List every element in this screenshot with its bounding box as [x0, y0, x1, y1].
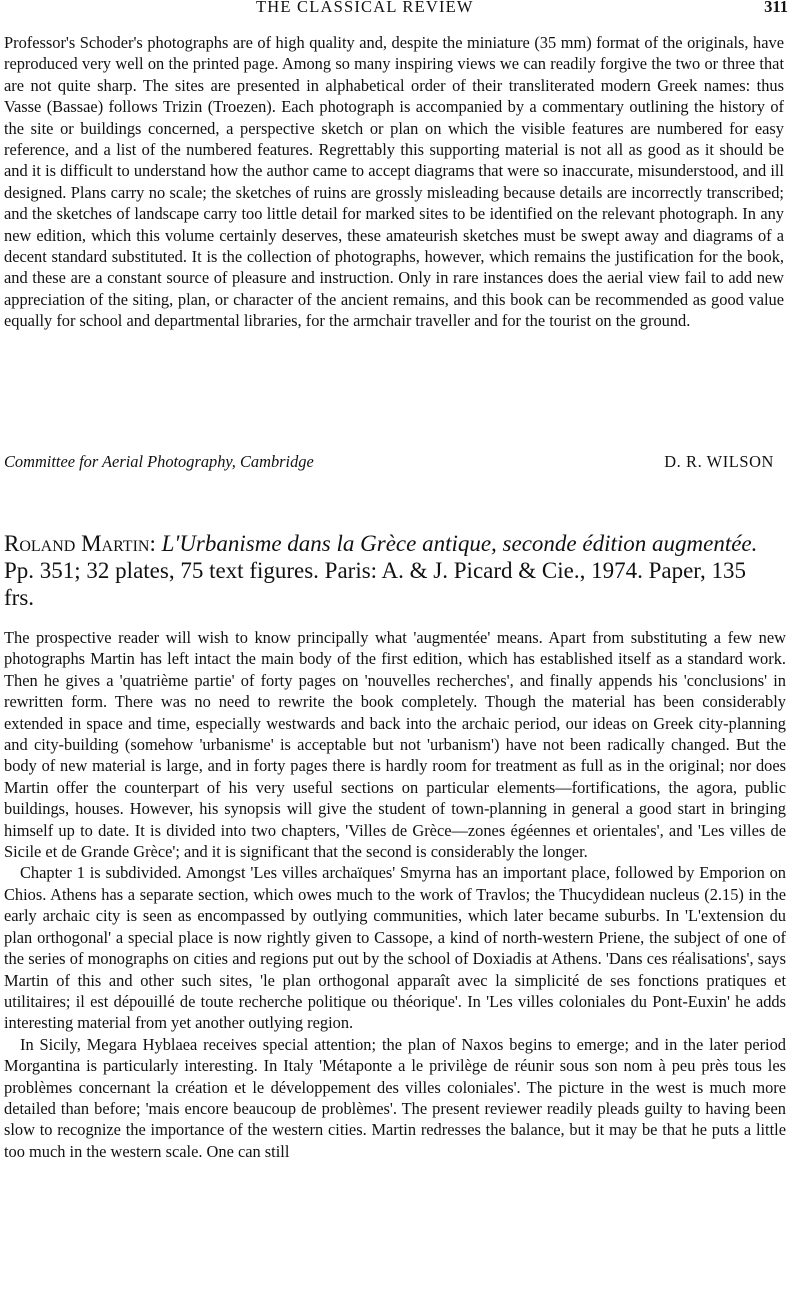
heading-publication-details: Pp. 351; 32 plates, 75 text figures. Paris: A. & J. Picard & Cie., 1974. Paper, 135 frs.: [4, 558, 747, 610]
review-heading: [4, 530, 776, 611]
heading-book-title: L'Urbanisme dans la Grèce antique, seconde édition augmentée.: [161, 531, 758, 556]
review-signature: [4, 452, 774, 474]
running-head: [4, 0, 794, 20]
journal-page: [4, 0, 794, 1161]
review-paragraph-2: Chapter 1 is subdivided. Amongst 'Les villes archaïques' Smyrna has an important place, followed by Emporion on Chios. Athens has a separate section, which owes much to the work of Travlos; the Thucydidean nucleus (2.15) in the early archaic city is seen as encompassed by outlying communities, which later became suburbs. In 'L'extension du plan orthogonal' a special place is now rightly given to Cassope, a kind of north-western Priene, the subject of one of the series of monographs on cities and regions put out by the school of Doxiadis at Athens. 'Dans ces réalisations', says Martin of this and other such sites, 'le plan orthogonal apparaît avec la simplicité de ses fonctions pratiques et utilitaires; il est dépouillé de toute recherche politique ou théorique'. In 'Les villes coloniales du Pont-Euxin' he adds interesting material from yet another outlying region.: [4, 863, 786, 1033]
page-number: 311: [764, 0, 788, 16]
heading-author: Roland Martin:: [4, 531, 156, 556]
review-paragraph-3: In Sicily, Megara Hyblaea receives special attention; the plan of Naxos begins to emerge; and in the later period Morgantina is particularly interesting. In Italy 'Métaponte a le privilège de réunir sous son nom à peu près tous les problèmes concernant la création et le développement des villes coloniales'. The picture in the west is much more detailed than before; 'mais encore beaucoup de problèmes'. The present reviewer readily pleads guilty to having been slow to recognize the importance of the western cities. Martin redresses the balance, but it may be that he puts a little too much in the western scale. One can still: [4, 1034, 786, 1161]
review-paragraph-1: The prospective reader will wish to know principally what 'augmentée' means. Apart from substituting a few new photographs Martin has left intact the main body of the first edition, which has established itself as a standard work. Then he gives a 'quatrième partie' of forty pages on 'nouvelles recherches', and finally appends his 'conclusions' in rewritten form. There was no need to rewrite the book completely. Though the material has been considerably extended in space and time, especially westwards and back into the archaic period, our ideas on Greek city-planning and city-building (somehow 'urbanisme' is acceptable but not 'urbanism') have not been radically changed. But the body of new material is large, and in forty pages there is hardly room for treatment as full as in the original; nor does Martin offer the counterpart of his very useful sections on particular elements—fortifications, the agora, public buildings, houses. However, his synopsis will give the student of town-planning in general a good start in bringing himself up to date. It is divided into two chapters, 'Villes de Grèce—zones égéennes et orientales', and 'Les villes de Sicile et de Grande Grèce'; and it is significant that the second is considerably the longer.: [4, 628, 786, 862]
second-review-body: [4, 627, 786, 1162]
journal-title: THE CLASSICAL REVIEW: [256, 0, 474, 16]
reviewer-name: D. R. WILSON: [664, 452, 774, 471]
first-review-body: [4, 32, 784, 332]
reviewer-affiliation: Committee for Aerial Photography, Cambridge: [4, 452, 314, 471]
first-review-paragraph: Professor's Schoder's photographs are of high quality and, despite the miniature (35 mm) format of the originals, have reproduced very well on the printed page. Among so many inspiring views we can readily forgive the two or three that are not quite sharp. The sites are presented in alphabetical order of their transliterated modern Greek names: thus Vasse (Bassae) follows Trizin (Troezen). Each photograph is accompanied by a commentary outlining the history of the site or buildings concerned, a perspective sketch or plan on which the visible features are numbered for easy reference, and a list of the numbered features. Regrettably this supporting material is not all as good as it should be and it is difficult to understand how the author came to accept diagrams that were so inaccurate, misunderstood, and ill designed. Plans carry no scale; the sketches of ruins are grossly misleading because details are incorrectly transcribed; and the sketches of landscape carry too little detail for marked sites to be identified on the relevant photograph. In any new edition, which this volume certainly deserves, these amateurish sketches must be swept away and diagrams of a decent standard substituted. It is the collection of photographs, however, which remains the justification for the book, and these are a constant source of pleasure and instruction. Only in rare instances does the aerial view fail to add new appreciation of the siting, plan, or character of the ancient remains, and this book can be recommended as good value equally for school and departmental libraries, for the armchair traveller and for the tourist on the ground.: [4, 33, 784, 331]
